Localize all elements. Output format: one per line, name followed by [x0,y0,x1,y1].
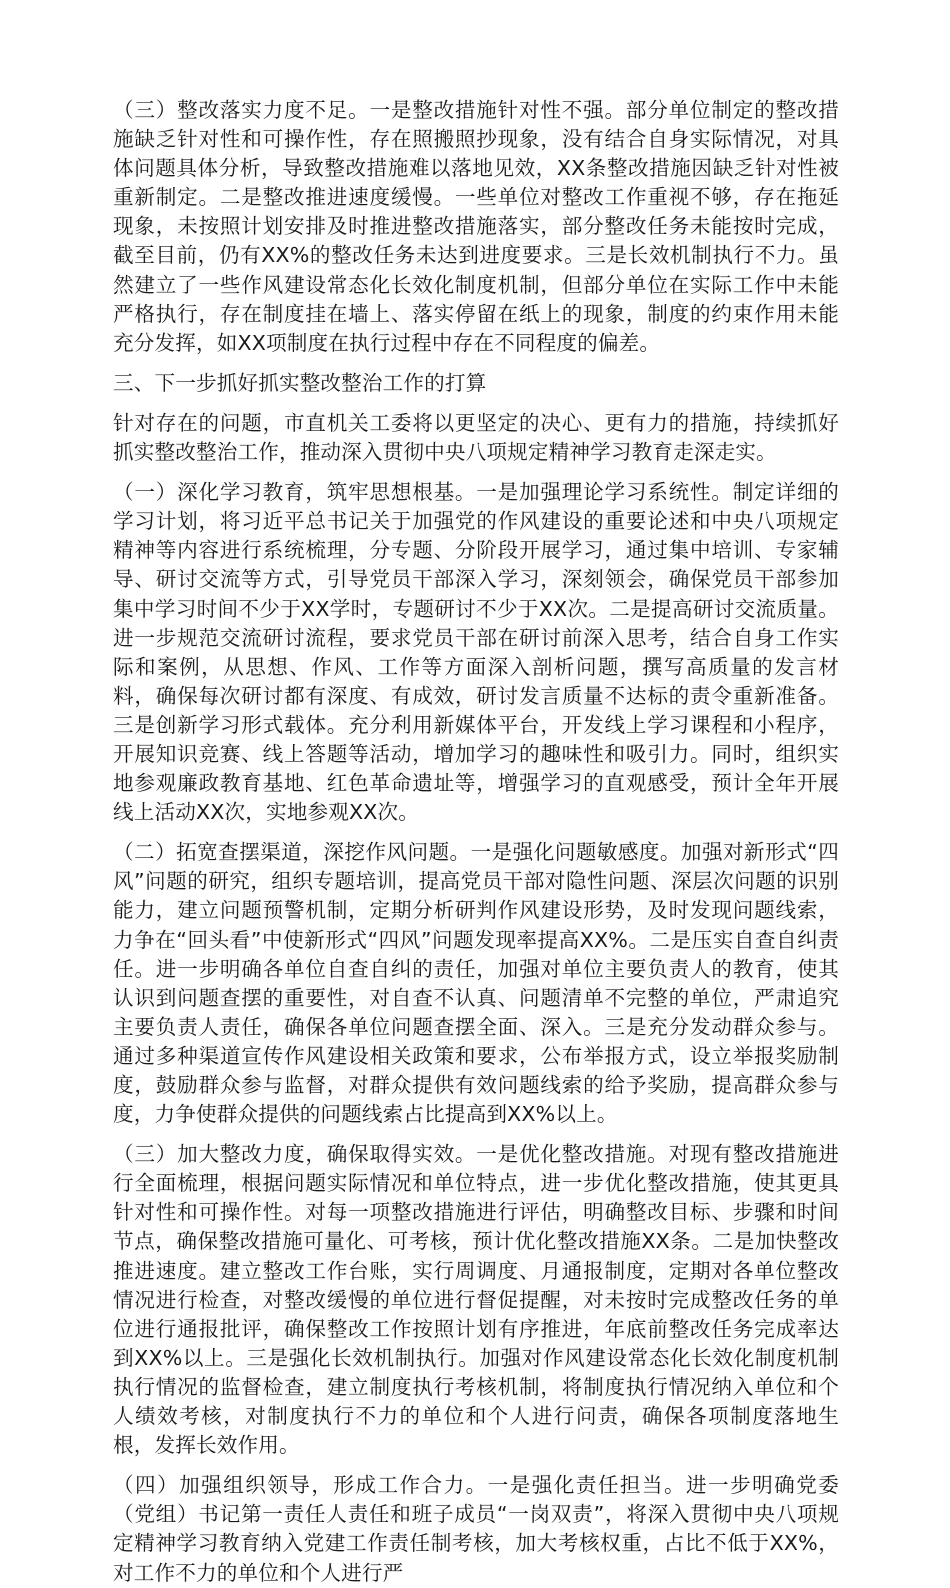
paragraph-section-three-intro: 针对存在的问题，市直机关工委将以更坚定的决心、更有力的措施，持续抓好抓实整改整治工作，推动深入贯彻中央八项规定精神学习教育走深走实。 [113,410,839,465]
paragraph-strengthen-organizational-leadership: （四）加强组织领导，形成工作合力。一是强化责任担当。进一步明确党委（党组）书记第一责任人责任和班子成员“一岗双责”，将深入贯彻中央八项规定精神学习教育纳入党建工作责任制考核，加大考核权重，占比不低于XX%，对工作不力的单位和个人进行严 [113,1473,839,1585]
paragraph-broaden-inspection-channels: （二）拓宽查摆渠道，深挖作风问题。一是强化问题敏感度。加强对新形式“四风”问题的研究，组织专题培训，提高党员干部对隐性问题、深层次问题的识别能力，建立问题预警机制，定期分析研判作风建设形势，及时发现问题线索，力争在“回头看”中使新形式“四风”问题发现率提高XX%。二是压实自查自纠责任。进一步明确各单位自查自纠的责任，加强对单位主要负责人的教育，使其认识到问题查摆的重要性，对自查不认真、问题清单不完整的单位，严肃追究主要负责人责任，确保各单位问题查摆全面、深入。三是充分发动群众参与。通过多种渠道宣传作风建设相关政策和要求，公布举报方式，设立举报奖励制度，鼓励群众参与监督，对群众提供有效问题线索的给予奖励，提高群众参与度，力争使群众提供的问题线索占比提高到XX%以上。 [113,840,839,1127]
document-body [113,96,839,1588]
paragraph-deepen-study-education: （一）深化学习教育，筑牢思想根基。一是加强理论学习系统性。制定详细的学习计划，将习近平总书记关于加强党的作风建设的重要论述和中央八项规定精神等内容进行系统梳理，分专题、分阶段开展学习，通过集中培训、专家辅导、研讨交流等方式，引导党员干部深入学习，深刻领会，确保党员干部参加集中学习时间不少于XX学时，专题研讨不少于XX次。二是提高研讨交流质量。进一步规范交流研讨流程，要求党员干部在研讨前深入思考，结合自身工作实际和案例，从思想、作风、工作等方面深入剖析问题，撰写高质量的发言材料，确保每次研讨都有深度、有成效，研讨发言质量不达标的责令重新准备。三是创新学习形式载体。充分利用新媒体平台，开发线上学习课程和小程序，开展知识竞赛、线上答题等活动，增加学习的趣味性和吸引力。同时，组织实地参观廉政教育基地、红色革命遗址等，增强学习的直观感受，预计全年开展线上活动XX次，实地参观XX次。 [113,480,839,825]
paragraph-rectification-insufficient: （三）整改落实力度不足。一是整改措施针对性不强。部分单位制定的整改措施缺乏针对性和可操作性，存在照搬照抄现象，没有结合自身实际情况，对具体问题具体分析，导致整改措施难以落地见效，XX条整改措施因缺乏针对性被重新制定。二是整改推进速度缓慢。一些单位对整改工作重视不够，存在拖延现象，未按照计划安排及时推进整改措施落实，部分整改任务未能按时完成，截至目前，仍有XX%的整改任务未达到进度要求。三是长效机制执行不力。虽然建立了一些作风建设常态化长效化制度机制，但部分单位在实际工作中未能严格执行，存在制度挂在墙上、落实停留在纸上的现象，制度的约束作用未能充分发挥，如XX项制度在执行过程中存在不同程度的偏差。 [113,98,839,355]
paragraph-increase-rectification-efforts: （三）加大整改力度，确保取得实效。一是优化整改措施。对现有整改措施进行全面梳理，根据问题实际情况和单位特点，进一步优化整改措施，使其更具针对性和可操作性。对每一项整改措施进行评估，明确整改目标、步骤和时间节点，确保整改措施可量化、可考核，预计优化整改措施XX条。二是加快整改推进速度。建立整改工作台账，实行周调度、月通报制度，定期对各单位整改情况进行检查，对整改缓慢的单位进行督促提醒，对未按时完成整改任务的单位进行通报批评，确保整改工作按照计划有序推进，年底前整改任务完成率达到XX%以上。三是强化长效机制执行。加强对作风建设常态化长效化制度机制执行情况的监督检查，建立制度执行考核机制，将制度执行情况纳入单位和个人绩效考核，对制度执行不力的单位和个人进行问责，确保各项制度落地生根，发挥长效作用。 [113,1142,839,1458]
heading-section-three: 三、下一步抓好抓实整改整治工作的打算 [113,370,487,395]
